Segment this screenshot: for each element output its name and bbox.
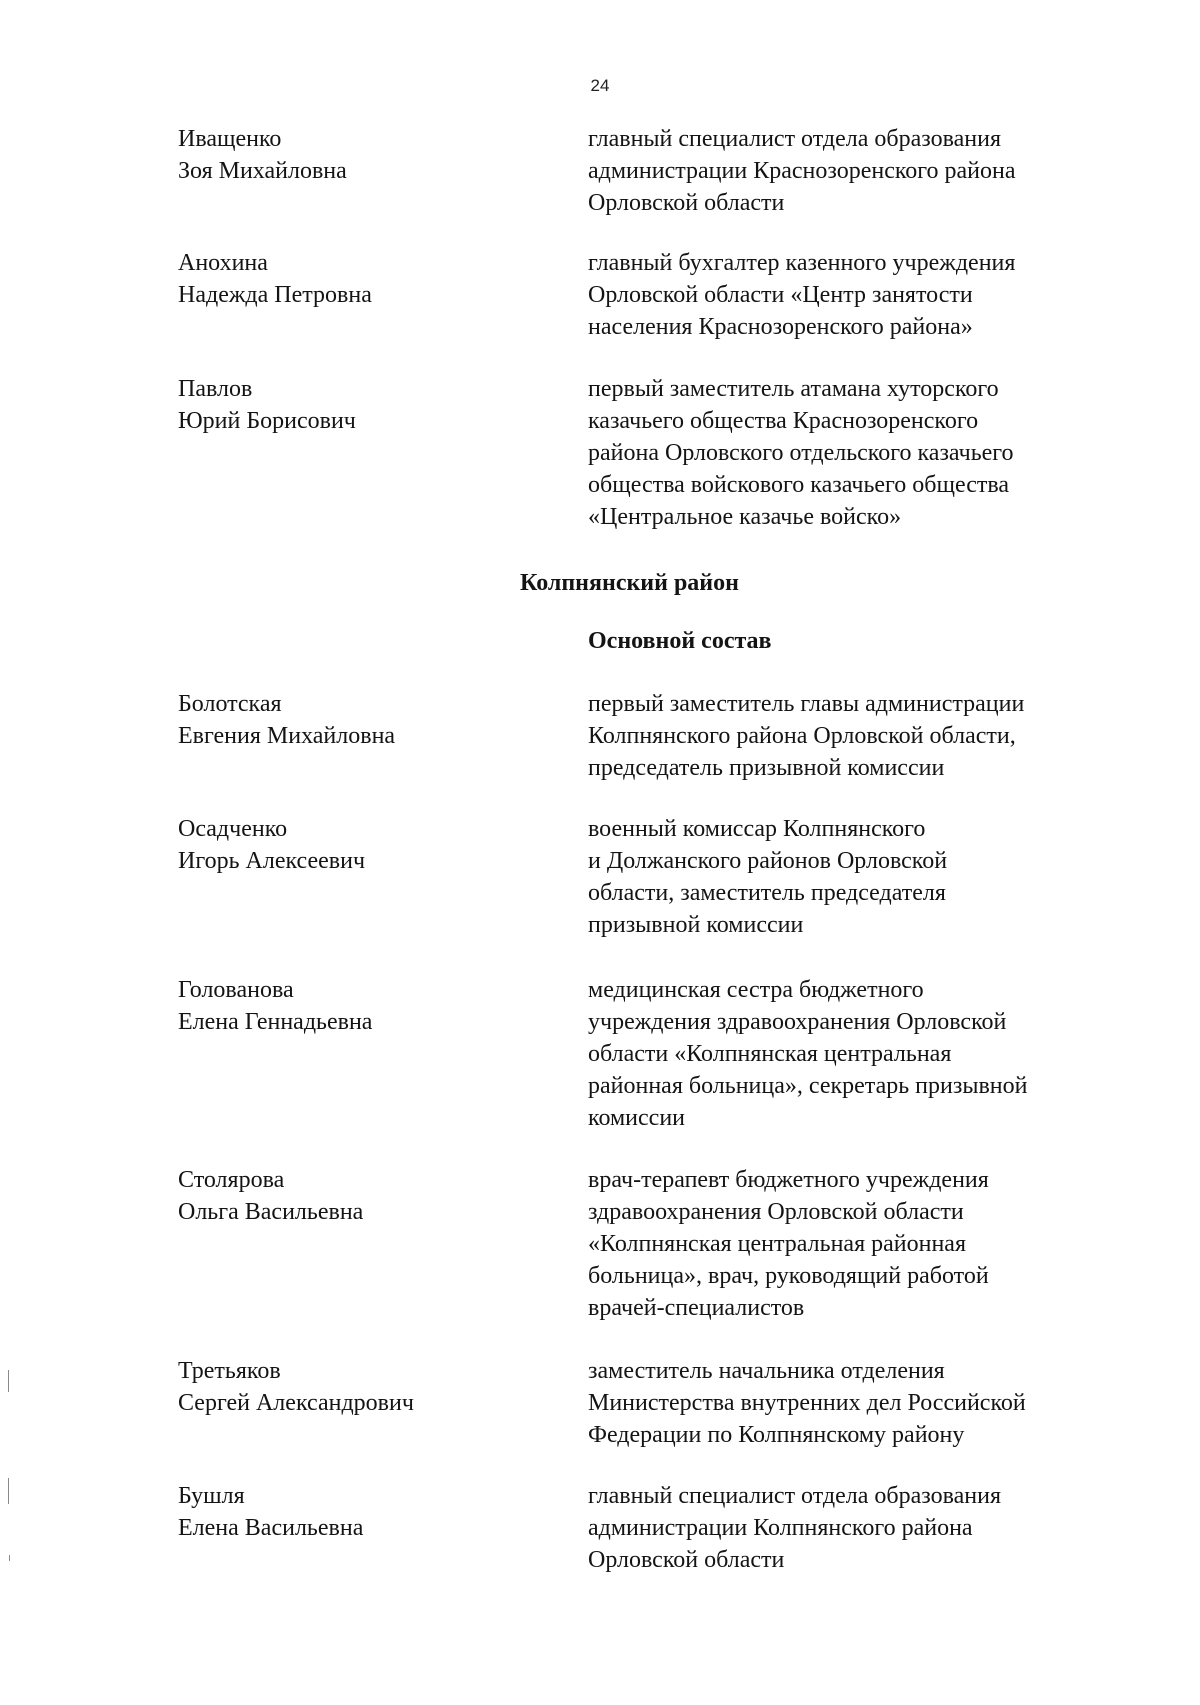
scan-mark xyxy=(8,1478,9,1504)
district-heading: Колпнянский район xyxy=(520,570,739,596)
position-line: главный специалист отдела образования xyxy=(588,126,1002,152)
member-given-name: Юрий Борисович xyxy=(178,408,356,434)
member-surname: Иващенко xyxy=(178,126,282,152)
member-given-name: Ольга Васильевна xyxy=(178,1199,364,1225)
member-given-name: Игорь Алексеевич xyxy=(178,848,366,874)
position-line: и Должанского районов Орловской xyxy=(588,848,948,874)
position-line: администрации Краснозоренского района xyxy=(588,158,1016,184)
position-line: главный специалист отдела образования xyxy=(588,1483,1002,1509)
member-surname: Голованова xyxy=(178,977,294,1003)
member-position xyxy=(588,373,1108,533)
position-line: Федерации по Колпнянскому району xyxy=(588,1422,965,1448)
position-line: медицинская сестра бюджетного xyxy=(588,977,924,1003)
member-name xyxy=(178,974,372,1038)
position-line: врачей-специалистов xyxy=(588,1295,805,1321)
member-position xyxy=(588,1164,1108,1324)
position-line: области, заместитель председателя xyxy=(588,880,946,906)
member-surname: Бушля xyxy=(178,1483,245,1509)
position-line: призывной комиссии xyxy=(588,912,804,938)
member-name xyxy=(178,123,347,187)
member-name xyxy=(178,373,356,437)
member-position xyxy=(588,813,1108,941)
position-line: Орловской области «Центр занятости xyxy=(588,282,973,308)
position-line: администрации Колпнянского района xyxy=(588,1515,973,1541)
member-given-name: Зоя Михайловна xyxy=(178,158,347,184)
member-name xyxy=(178,1480,363,1544)
position-line: Орловской области xyxy=(588,190,785,216)
position-line: первый заместитель атамана хуторского xyxy=(588,376,999,402)
member-given-name: Евгения Михайловна xyxy=(178,723,396,749)
member-position xyxy=(588,1355,1108,1451)
position-line: районная больница», секретарь призывной xyxy=(588,1073,1028,1099)
member-name xyxy=(178,1164,363,1228)
member-surname: Третьяков xyxy=(178,1358,281,1384)
member-given-name: Сергей Александрович xyxy=(178,1390,414,1416)
position-line: здравоохранения Орловской области xyxy=(588,1199,964,1225)
position-line: казачьего общества Краснозоренского xyxy=(588,408,979,434)
member-surname: Анохина xyxy=(178,250,268,276)
member-position xyxy=(588,247,1108,343)
position-line: «Колпнянская центральная районная xyxy=(588,1231,966,1257)
position-line: врач-терапевт бюджетного учреждения xyxy=(588,1167,989,1193)
member-surname: Болотская xyxy=(178,691,282,717)
position-line: населения Краснозоренского района» xyxy=(588,314,973,340)
position-line: главный бухгалтер казенного учреждения xyxy=(588,250,1016,276)
member-surname: Столярова xyxy=(178,1167,285,1193)
page-number: 24 xyxy=(590,76,610,95)
member-name xyxy=(178,813,365,877)
member-surname: Осадченко xyxy=(178,816,288,842)
position-line: больница», врач, руководящий работой xyxy=(588,1263,989,1289)
position-line: Колпнянского района Орловской области, xyxy=(588,723,1016,749)
member-name xyxy=(178,688,395,752)
position-line: «Центральное казачье войско» xyxy=(588,504,902,530)
member-position xyxy=(588,123,1108,219)
position-line: первый заместитель главы администрации xyxy=(588,691,1025,717)
member-given-name: Елена Васильевна xyxy=(178,1515,364,1541)
position-line: заместитель начальника отделения xyxy=(588,1358,945,1384)
member-surname: Павлов xyxy=(178,376,253,402)
scan-mark xyxy=(9,1555,10,1561)
member-position xyxy=(588,974,1108,1134)
member-name xyxy=(178,1355,414,1419)
member-position xyxy=(588,1480,1108,1576)
member-position xyxy=(588,688,1108,784)
position-line: области «Колпнянская центральная xyxy=(588,1041,952,1067)
member-name xyxy=(178,247,372,311)
member-given-name: Елена Геннадьевна xyxy=(178,1009,373,1035)
position-line: военный комиссар Колпнянского xyxy=(588,816,926,842)
position-line: Министерства внутренних дел Российской xyxy=(588,1390,1026,1416)
section-heading: Основной состав xyxy=(588,628,772,654)
position-line: общества войскового казачьего общества xyxy=(588,472,1010,498)
position-line: председатель призывной комиссии xyxy=(588,755,945,781)
position-line: Орловской области xyxy=(588,1547,785,1573)
scan-mark xyxy=(8,1370,9,1392)
position-line: комиссии xyxy=(588,1105,686,1131)
position-line: района Орловского отдельского казачьего xyxy=(588,440,1014,466)
member-given-name: Надежда Петровна xyxy=(178,282,372,308)
position-line: учреждения здравоохранения Орловской xyxy=(588,1009,1007,1035)
